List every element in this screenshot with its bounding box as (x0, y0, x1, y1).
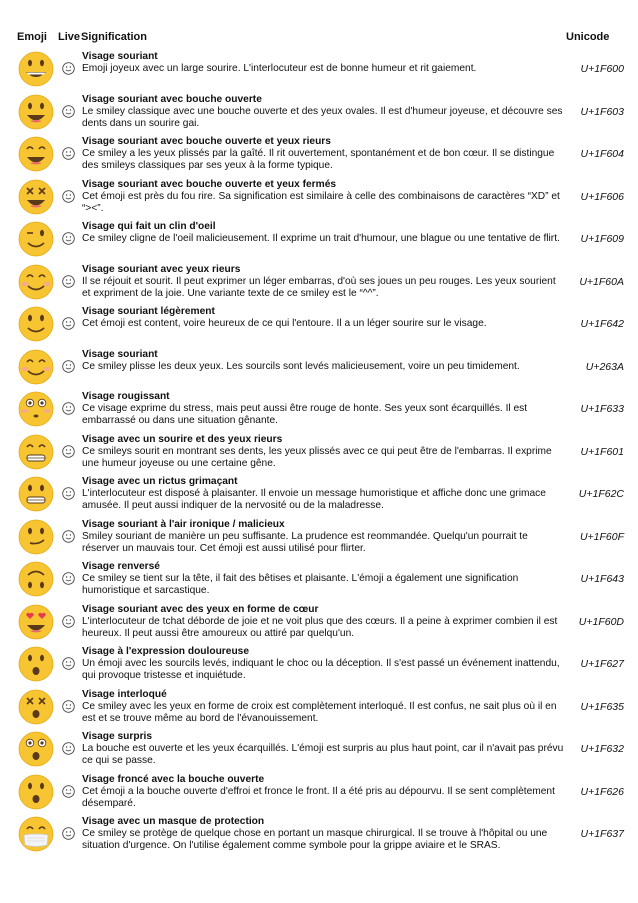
row-description: Ce smiley se tient sur la tête, il fait des bêtises et plaisante. L'émoji a également une signification humoristique et sarcastique. (82, 573, 519, 596)
unicode-cell: U+1F632 (580, 743, 624, 755)
row-title: Visage renversé (82, 561, 160, 572)
live-smiley-icon (62, 360, 75, 373)
live-smiley-icon (62, 742, 75, 755)
signification-cell (82, 264, 566, 300)
row-title: Visage surpris (82, 731, 153, 742)
row-description: Ce smiley cligne de l'oeil malicieusement. Il exprime un trait d'humour, une blague ou une tentative de flirt. (82, 233, 560, 244)
unicode-cell: U+1F642 (580, 318, 624, 330)
heart-eyes-icon (16, 604, 56, 640)
unicode-cell: U+1F633 (580, 403, 624, 415)
signification-cell (82, 731, 566, 767)
live-smiley-icon (62, 657, 75, 670)
header-unicode: Unicode (566, 31, 610, 43)
table-header (0, 28, 638, 48)
row-description: L'interlocuteur de tchat déborde de joie et ne voit plus que des cœurs. Il a peine à exprimer combien il est heureux. Il peut aussi être amoureux ou attiré par quelqu'un. (82, 615, 558, 639)
row-title: Visage avec un rictus grimaçant (82, 476, 238, 487)
row-description: La bouche est ouverte et les yeux écarquillés. L'émoji est surpris au plus haut point, car il n'avait pas prévu ce qui se passe. (82, 743, 564, 766)
row-title: Visage souriant avec bouche ouverte et yeux rieurs (82, 136, 331, 147)
row-description: Ce smileys sourit en montrant ses dents, les yeux plissés avec ce qui peut être de l'embarras. Il exprime une humeur joyeuse ou une certaine gêne. (82, 445, 552, 469)
row-description: Le smiley classique avec une bouche ouverte et des yeux ovales. Il est d'humeur joyeuse, et découvre ses dents dans un sourire gai. (82, 105, 563, 129)
unicode-cell: U+1F60D (578, 615, 624, 628)
table-row (0, 48, 638, 91)
table-row (0, 431, 638, 474)
row-title: Visage souriant avec des yeux en forme de cœur (82, 603, 319, 615)
unicode-cell: U+1F606 (580, 190, 624, 203)
signification-cell (82, 179, 566, 215)
header-emoji: Emoji (17, 31, 47, 43)
signification-cell (82, 774, 566, 810)
row-description: Smiley souriant de manière un peu suffisante. La prudence est reommandée. Quelqu'un pourrait te réserver un mauvais tour. Cet émoji est aussi utilisé pour flirter. (82, 530, 528, 554)
row-title: Visage souriant avec yeux rieurs (82, 263, 241, 275)
unicode-cell: U+1F604 (580, 148, 624, 160)
beaming-face-icon (16, 434, 56, 470)
row-title: Visage à l'expression douloureuse (82, 646, 249, 657)
row-description: L'interlocuteur est disposé à plaisanter. Il envoie un message humoristique et affiche donc une grimace amusée. Il peut aussi indiquer de la nervosité ou de la maladresse. (82, 488, 546, 511)
row-title: Visage souriant (82, 51, 158, 62)
row-title: Visage qui fait un clin d'oeil (82, 221, 216, 232)
signification-cell (82, 434, 566, 470)
slightly-smiling-icon (16, 306, 56, 342)
grinning-face-icon (16, 51, 56, 87)
live-smiley-icon (62, 700, 75, 713)
row-title: Visage froncé avec la bouche ouverte (82, 773, 265, 785)
table-row (0, 601, 638, 644)
table-row (0, 771, 638, 814)
live-smiley-icon (62, 62, 75, 75)
table-row (0, 388, 638, 431)
row-title: Visage avec un sourire et des yeux rieurs (82, 433, 283, 445)
unicode-cell: U+1F637 (580, 828, 624, 840)
table-row (0, 643, 638, 686)
unicode-cell: U+1F60F (579, 530, 624, 543)
smiley-open-mouth-icon (16, 94, 56, 130)
signification-cell (82, 561, 566, 597)
laughing-closed-eyes-icon (16, 179, 56, 215)
table-row (0, 558, 638, 601)
signification-cell (82, 476, 566, 512)
dizzy-face-icon (16, 689, 56, 725)
row-description: Ce smiley a les yeux plissés par la gaîté. Il rit ouvertement, spontanément et de bon cœur. Il se distingue des smileys classiques par ses yeux à la forme typique. (82, 148, 555, 171)
table-row (0, 473, 638, 516)
astonished-face-icon (16, 731, 56, 767)
row-description: Un émoji avec les sourcils levés, indiquant le choc ou la déception. Il s'est passé un événement inattendu, qui provoque tristesse et inquiétude. (82, 658, 560, 681)
row-description: Ce smiley se protège de quelque chose en portant un masque chirurgical. Il se trouve à l'hôpital ou une situation d'urgence. On l'utilise également comme symbole pour la grippe aviaire et le SRAS. (82, 828, 548, 851)
table-row (0, 91, 638, 134)
row-title: Visage souriant (82, 348, 158, 360)
signification-cell (82, 136, 566, 172)
row-title: Visage souriant à l'air ironique / malicieux (82, 518, 285, 530)
table-row (0, 346, 638, 389)
unicode-cell: U+1F627 (580, 658, 624, 670)
signification-cell (82, 519, 566, 555)
medical-mask-icon (16, 816, 56, 852)
unicode-cell: U+1F626 (580, 785, 624, 798)
table-row (0, 728, 638, 771)
row-title: Visage rougissant (82, 391, 170, 402)
live-smiley-icon (62, 530, 75, 543)
blushing-smile-icon (16, 264, 56, 300)
live-smiley-icon (62, 105, 75, 118)
signification-cell (82, 349, 566, 373)
row-description: Emoji joyeux avec un large sourire. L'interlocuteur est de bonne humeur et rit gaiement. (82, 63, 477, 74)
table-row (0, 218, 638, 261)
row-title: Visage souriant avec bouche ouverte (82, 93, 262, 105)
row-description: Ce visage exprime du stress, mais peut aussi être rouge de honte. Ses yeux sont écarquillés. Il est embarrassé ou dans une situation gênante. (82, 403, 528, 426)
unicode-cell: U+1F603 (580, 105, 624, 118)
table-row (0, 516, 638, 559)
live-smiley-icon (62, 572, 75, 585)
signification-cell (82, 604, 566, 640)
row-title: Visage interloqué (82, 688, 167, 700)
row-description: Ce smiley plisse les deux yeux. Les sourcils sont levés malicieusement, voire un peu timidement. (82, 360, 520, 372)
table-row (0, 813, 638, 856)
unicode-cell: U+1F601 (580, 445, 624, 458)
unicode-cell: U+1F635 (580, 700, 624, 713)
table-row (0, 303, 638, 346)
live-smiley-icon (62, 147, 75, 160)
live-smiley-icon (62, 275, 75, 288)
signification-cell (82, 646, 566, 682)
grimacing-face-icon (16, 476, 56, 512)
row-description: Cet émoji est près du fou rire. Sa signification est similaire à celle des combinaisons de caractères “XD” et “><”. (82, 190, 560, 214)
row-description: Cet émoji a la bouche ouverte d'effroi et fronce le front. Il a été pris au dépourvu. Il se sent complètement désemparé. (82, 785, 555, 809)
row-description: Cet émoji est content, voire heureux de ce qui l'entoure. Il a un léger sourire sur le visage. (82, 318, 487, 329)
live-smiley-icon (62, 402, 75, 415)
row-title: Visage souriant légèrement (82, 306, 215, 317)
signification-cell (82, 306, 566, 330)
unicode-cell: U+1F60A (579, 275, 624, 288)
live-smiley-icon (62, 615, 75, 628)
row-description: Il se réjouit et sourit. Il peut exprimer un léger embarras, d'où ses joues un peu rouges. Les yeux sourient et expriment de la joie. Une variante texte de ce smiley est le “^^”. (82, 275, 556, 299)
live-smiley-icon (62, 190, 75, 203)
live-smiley-icon (62, 487, 75, 500)
signification-cell (82, 391, 566, 427)
unicode-cell: U+263A (585, 360, 624, 373)
signification-cell (82, 689, 566, 725)
row-title: Visage avec un masque de protection (82, 816, 265, 827)
smile-smiling-eyes-icon (16, 136, 56, 172)
signification-cell (82, 51, 566, 75)
table-row (0, 176, 638, 219)
row-description: Ce smiley avec les yeux en forme de croix est complètement interloqué. Il est confus, ne sait plus où il en est et se trouve même au bord de l'évanouissement. (82, 700, 557, 724)
table-row (0, 261, 638, 304)
signification-cell (82, 816, 566, 852)
live-smiley-icon (62, 785, 75, 798)
smirking-face-icon (16, 519, 56, 555)
relaxed-smile-icon (16, 349, 56, 385)
table-row (0, 686, 638, 729)
flushed-face-icon (16, 391, 56, 427)
live-smiley-icon (62, 317, 75, 330)
emoji-rows (0, 48, 638, 856)
winking-face-icon (16, 221, 56, 257)
unicode-cell: U+1F609 (580, 233, 624, 245)
upside-down-face-icon (16, 561, 56, 597)
header-live: Live (58, 31, 81, 43)
live-smiley-icon (62, 232, 75, 245)
unicode-cell: U+1F62C (578, 488, 624, 500)
frowning-open-mouth-icon (16, 774, 56, 810)
signification-cell (82, 221, 566, 245)
unicode-cell: U+1F643 (580, 573, 624, 585)
signification-cell (82, 94, 566, 130)
header-signification: Signification (81, 31, 147, 43)
live-smiley-icon (62, 827, 75, 840)
table-row (0, 133, 638, 176)
live-smiley-icon (62, 445, 75, 458)
row-title: Visage souriant avec bouche ouverte et yeux fermés (82, 178, 337, 190)
unicode-cell: U+1F600 (580, 63, 624, 75)
anguished-face-icon (16, 646, 56, 682)
